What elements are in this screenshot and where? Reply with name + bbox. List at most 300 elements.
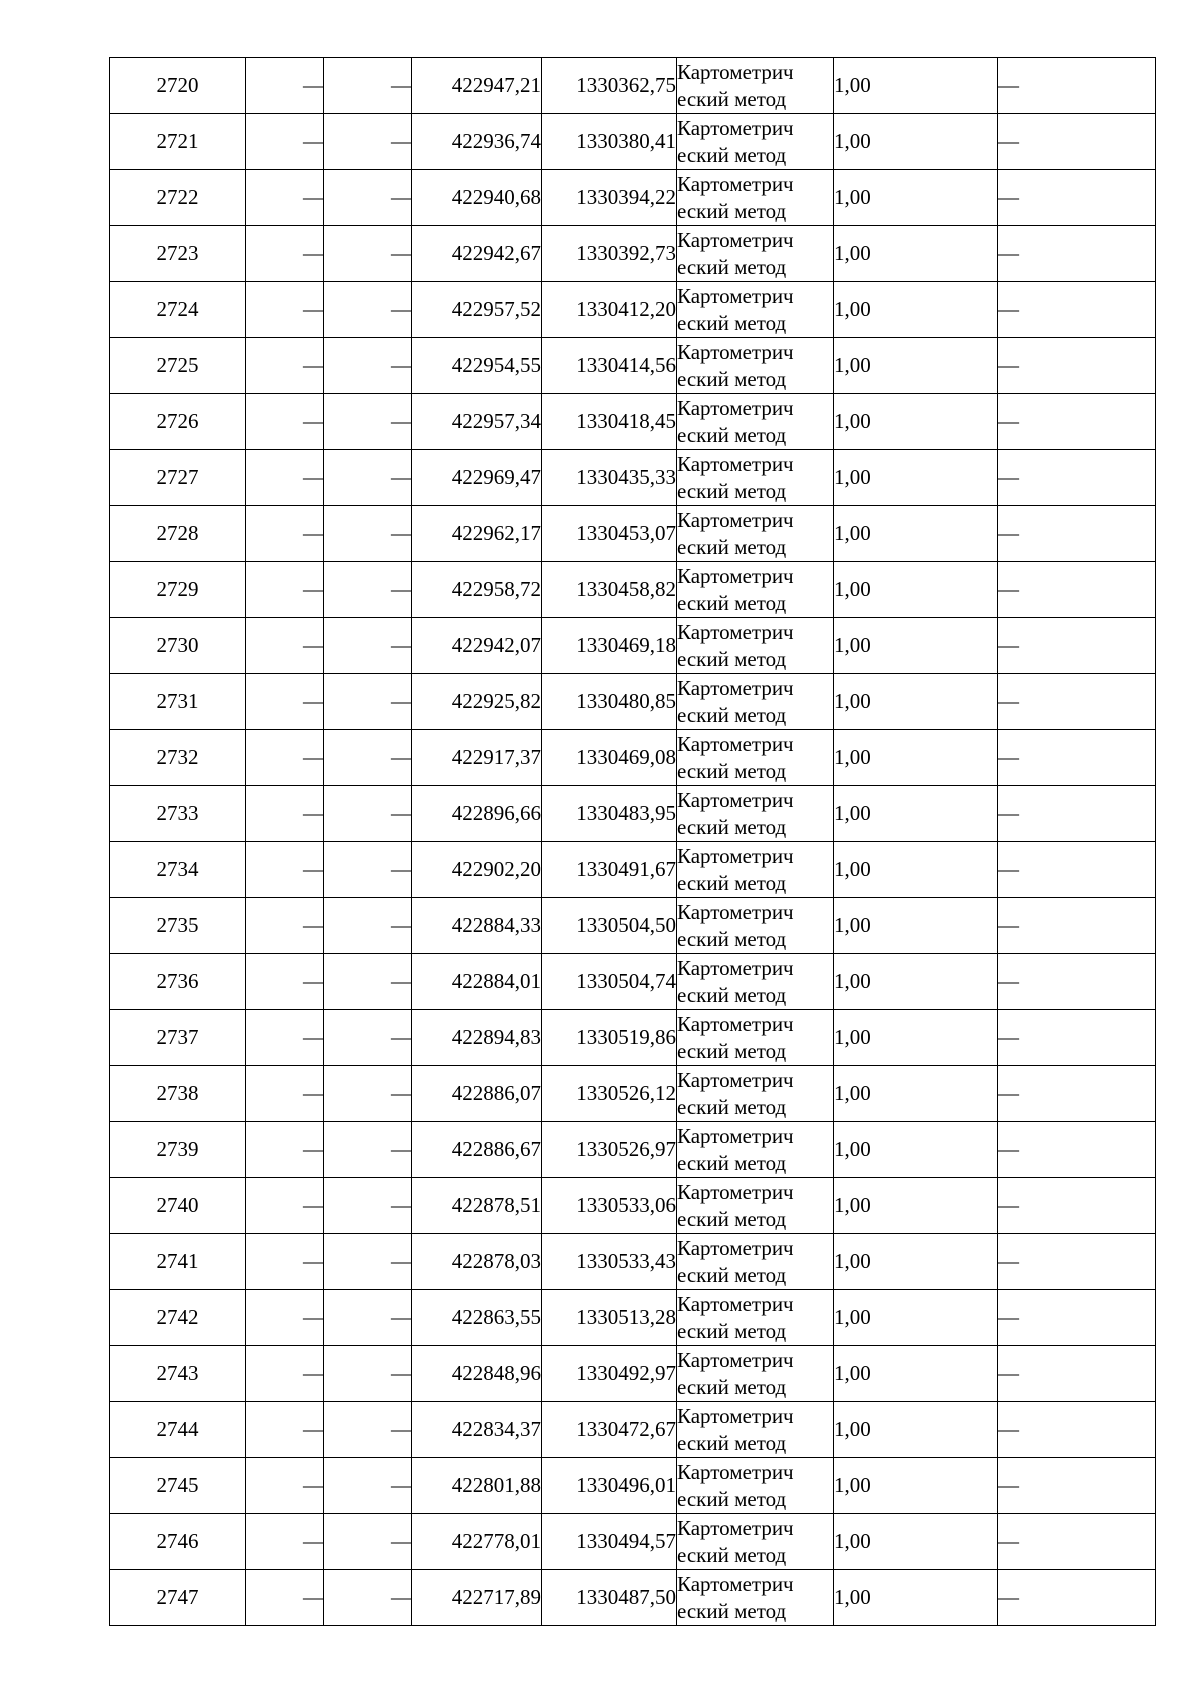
empty-old-y: — (324, 170, 412, 226)
empty-old-x: — (246, 842, 324, 898)
coord-y: 1330480,85 (542, 674, 677, 730)
empty-old-y: — (324, 1570, 412, 1626)
method-line-1: Картометрич (677, 171, 794, 196)
empty-description: — (998, 1290, 1156, 1346)
method-cell (677, 450, 834, 506)
point-number: 2724 (110, 282, 246, 338)
empty-old-y: — (324, 674, 412, 730)
empty-description: — (998, 1122, 1156, 1178)
empty-old-x: — (246, 1010, 324, 1066)
coord-y: 1330380,41 (542, 114, 677, 170)
table-row (110, 842, 1156, 898)
method-cell (677, 1010, 834, 1066)
empty-old-x: — (246, 1570, 324, 1626)
point-number: 2738 (110, 1066, 246, 1122)
accuracy: 1,00 (834, 1346, 998, 1402)
method-line-2: еский метод (677, 1486, 787, 1511)
coord-x: 422848,96 (412, 1346, 542, 1402)
method-line-1: Картометрич (677, 1571, 794, 1596)
method-line-2: еский метод (677, 1542, 787, 1567)
method-cell (677, 338, 834, 394)
coord-x: 422917,37 (412, 730, 542, 786)
coord-x: 422834,37 (412, 1402, 542, 1458)
empty-description: — (998, 1570, 1156, 1626)
point-number: 2735 (110, 898, 246, 954)
coord-x: 422801,88 (412, 1458, 542, 1514)
method-line-2: еский метод (677, 702, 787, 727)
accuracy: 1,00 (834, 1570, 998, 1626)
empty-old-x: — (246, 114, 324, 170)
empty-old-x: — (246, 674, 324, 730)
empty-old-y: — (324, 1178, 412, 1234)
method-line-2: еский метод (677, 1598, 787, 1623)
method-line-1: Картометрич (677, 1291, 794, 1316)
coord-x: 422884,01 (412, 954, 542, 1010)
point-number: 2733 (110, 786, 246, 842)
coord-y: 1330533,43 (542, 1234, 677, 1290)
empty-old-x: — (246, 338, 324, 394)
coord-x: 422878,51 (412, 1178, 542, 1234)
method-cell (677, 1402, 834, 1458)
method-cell (677, 1178, 834, 1234)
point-number: 2720 (110, 58, 246, 114)
method-line-2: еский метод (677, 86, 787, 111)
table-row (110, 1514, 1156, 1570)
empty-old-x: — (246, 506, 324, 562)
method-line-2: еский метод (677, 1094, 787, 1119)
method-line-1: Картометрич (677, 59, 794, 84)
coord-y: 1330533,06 (542, 1178, 677, 1234)
method-line-1: Картометрич (677, 1067, 794, 1092)
empty-description: — (998, 1458, 1156, 1514)
point-number: 2731 (110, 674, 246, 730)
coord-y: 1330496,01 (542, 1458, 677, 1514)
coord-y: 1330469,08 (542, 730, 677, 786)
empty-description: — (998, 226, 1156, 282)
method-line-1: Картометрич (677, 339, 794, 364)
accuracy: 1,00 (834, 450, 998, 506)
empty-description: — (998, 450, 1156, 506)
method-line-2: еский метод (677, 310, 787, 335)
coord-y: 1330472,67 (542, 1402, 677, 1458)
coord-x: 422896,66 (412, 786, 542, 842)
empty-old-x: — (246, 954, 324, 1010)
accuracy: 1,00 (834, 506, 998, 562)
method-line-1: Картометрич (677, 675, 794, 700)
method-line-2: еский метод (677, 422, 787, 447)
accuracy: 1,00 (834, 898, 998, 954)
accuracy: 1,00 (834, 1010, 998, 1066)
table-row (110, 114, 1156, 170)
method-line-1: Картометрич (677, 955, 794, 980)
method-cell (677, 674, 834, 730)
empty-old-x: — (246, 170, 324, 226)
method-line-2: еский метод (677, 870, 787, 895)
method-cell (677, 618, 834, 674)
point-number: 2737 (110, 1010, 246, 1066)
empty-old-y: — (324, 282, 412, 338)
empty-description: — (998, 1010, 1156, 1066)
table-row (110, 1290, 1156, 1346)
empty-description: — (998, 282, 1156, 338)
method-cell (677, 1346, 834, 1402)
method-line-1: Картометрич (677, 395, 794, 420)
table-row (110, 282, 1156, 338)
table-row (110, 786, 1156, 842)
coord-y: 1330418,45 (542, 394, 677, 450)
empty-old-x: — (246, 1458, 324, 1514)
empty-old-x: — (246, 618, 324, 674)
accuracy: 1,00 (834, 282, 998, 338)
point-number: 2734 (110, 842, 246, 898)
coord-y: 1330526,97 (542, 1122, 677, 1178)
method-line-2: еский метод (677, 198, 787, 223)
method-line-2: еский метод (677, 1150, 787, 1175)
point-number: 2730 (110, 618, 246, 674)
accuracy: 1,00 (834, 842, 998, 898)
point-number: 2745 (110, 1458, 246, 1514)
point-number: 2747 (110, 1570, 246, 1626)
coord-x: 422969,47 (412, 450, 542, 506)
table-row (110, 1402, 1156, 1458)
method-cell (677, 170, 834, 226)
coord-x: 422894,83 (412, 1010, 542, 1066)
method-line-2: еский метод (677, 534, 787, 559)
coord-y: 1330491,67 (542, 842, 677, 898)
table-body (110, 58, 1156, 1626)
accuracy: 1,00 (834, 1234, 998, 1290)
empty-description: — (998, 842, 1156, 898)
empty-old-y: — (324, 226, 412, 282)
method-cell (677, 282, 834, 338)
method-cell (677, 1514, 834, 1570)
table-row (110, 898, 1156, 954)
table-row (110, 226, 1156, 282)
coord-x: 422886,67 (412, 1122, 542, 1178)
accuracy: 1,00 (834, 954, 998, 1010)
method-cell (677, 1570, 834, 1626)
empty-old-y: — (324, 1514, 412, 1570)
coord-x: 422902,20 (412, 842, 542, 898)
method-line-2: еский метод (677, 814, 787, 839)
method-line-2: еский метод (677, 1206, 787, 1231)
empty-old-y: — (324, 954, 412, 1010)
empty-old-x: — (246, 1122, 324, 1178)
accuracy: 1,00 (834, 1458, 998, 1514)
coord-x: 422962,17 (412, 506, 542, 562)
accuracy: 1,00 (834, 1066, 998, 1122)
empty-old-y: — (324, 1402, 412, 1458)
empty-description: — (998, 1178, 1156, 1234)
method-cell (677, 394, 834, 450)
empty-old-y: — (324, 114, 412, 170)
empty-old-y: — (324, 1234, 412, 1290)
coord-x: 422942,07 (412, 618, 542, 674)
point-number: 2744 (110, 1402, 246, 1458)
table-row (110, 506, 1156, 562)
method-line-2: еский метод (677, 926, 787, 951)
empty-old-y: — (324, 730, 412, 786)
point-number: 2725 (110, 338, 246, 394)
table-row (110, 730, 1156, 786)
point-number: 2736 (110, 954, 246, 1010)
accuracy: 1,00 (834, 674, 998, 730)
method-line-1: Картометрич (677, 1347, 794, 1372)
empty-description: — (998, 58, 1156, 114)
empty-old-x: — (246, 1514, 324, 1570)
empty-old-y: — (324, 394, 412, 450)
accuracy: 1,00 (834, 394, 998, 450)
point-number: 2732 (110, 730, 246, 786)
method-line-1: Картометрич (677, 507, 794, 532)
accuracy: 1,00 (834, 1402, 998, 1458)
method-cell (677, 506, 834, 562)
coord-y: 1330526,12 (542, 1066, 677, 1122)
empty-old-x: — (246, 1234, 324, 1290)
empty-description: — (998, 1066, 1156, 1122)
coord-x: 422958,72 (412, 562, 542, 618)
coord-x: 422957,34 (412, 394, 542, 450)
point-number: 2739 (110, 1122, 246, 1178)
method-cell (677, 114, 834, 170)
coord-x: 422957,52 (412, 282, 542, 338)
coord-y: 1330414,56 (542, 338, 677, 394)
method-line-2: еский метод (677, 982, 787, 1007)
method-line-2: еский метод (677, 1038, 787, 1063)
coord-y: 1330362,75 (542, 58, 677, 114)
method-cell (677, 1290, 834, 1346)
method-line-2: еский метод (677, 1262, 787, 1287)
method-cell (677, 954, 834, 1010)
coord-y: 1330513,28 (542, 1290, 677, 1346)
empty-old-x: — (246, 1346, 324, 1402)
table-row (110, 450, 1156, 506)
method-line-1: Картометрич (677, 115, 794, 140)
empty-old-x: — (246, 450, 324, 506)
coord-x: 422878,03 (412, 1234, 542, 1290)
point-number: 2722 (110, 170, 246, 226)
coord-y: 1330458,82 (542, 562, 677, 618)
table-row (110, 338, 1156, 394)
empty-old-x: — (246, 898, 324, 954)
coord-y: 1330469,18 (542, 618, 677, 674)
coord-y: 1330487,50 (542, 1570, 677, 1626)
accuracy: 1,00 (834, 562, 998, 618)
table-row (110, 1570, 1156, 1626)
method-line-1: Картометрич (677, 283, 794, 308)
method-line-1: Картометрич (677, 731, 794, 756)
table-row (110, 1234, 1156, 1290)
accuracy: 1,00 (834, 170, 998, 226)
empty-old-y: — (324, 1346, 412, 1402)
table-row (110, 1122, 1156, 1178)
empty-old-y: — (324, 842, 412, 898)
table-row (110, 674, 1156, 730)
method-cell (677, 58, 834, 114)
empty-old-x: — (246, 226, 324, 282)
method-line-2: еский метод (677, 254, 787, 279)
empty-old-x: — (246, 786, 324, 842)
coord-y: 1330412,20 (542, 282, 677, 338)
method-cell (677, 1122, 834, 1178)
accuracy: 1,00 (834, 786, 998, 842)
method-line-1: Картометрич (677, 1235, 794, 1260)
accuracy: 1,00 (834, 226, 998, 282)
coord-x: 422717,89 (412, 1570, 542, 1626)
point-number: 2743 (110, 1346, 246, 1402)
table-row (110, 58, 1156, 114)
coord-y: 1330483,95 (542, 786, 677, 842)
method-cell (677, 1234, 834, 1290)
table-row (110, 562, 1156, 618)
point-number: 2740 (110, 1178, 246, 1234)
coord-y: 1330394,22 (542, 170, 677, 226)
point-number: 2742 (110, 1290, 246, 1346)
method-line-1: Картометрич (677, 1459, 794, 1484)
coord-x: 422936,74 (412, 114, 542, 170)
point-number: 2728 (110, 506, 246, 562)
coord-y: 1330435,33 (542, 450, 677, 506)
method-line-2: еский метод (677, 590, 787, 615)
method-line-2: еский метод (677, 1430, 787, 1455)
empty-old-y: — (324, 58, 412, 114)
empty-old-y: — (324, 506, 412, 562)
table-row (110, 954, 1156, 1010)
empty-old-y: — (324, 450, 412, 506)
table-row (110, 170, 1156, 226)
coord-y: 1330453,07 (542, 506, 677, 562)
coord-x: 422954,55 (412, 338, 542, 394)
empty-old-x: — (246, 394, 324, 450)
method-line-1: Картометрич (677, 1123, 794, 1148)
method-line-1: Картометрич (677, 563, 794, 588)
coord-x: 422863,55 (412, 1290, 542, 1346)
method-line-1: Картометрич (677, 1179, 794, 1204)
empty-description: — (998, 114, 1156, 170)
method-cell (677, 730, 834, 786)
coord-x: 422942,67 (412, 226, 542, 282)
method-line-2: еский метод (677, 1318, 787, 1343)
coord-x: 422940,68 (412, 170, 542, 226)
empty-old-x: — (246, 730, 324, 786)
point-number: 2723 (110, 226, 246, 282)
method-line-2: еский метод (677, 142, 787, 167)
empty-description: — (998, 562, 1156, 618)
method-line-2: еский метод (677, 366, 787, 391)
empty-description: — (998, 786, 1156, 842)
coord-x: 422925,82 (412, 674, 542, 730)
method-line-1: Картометрич (677, 451, 794, 476)
empty-old-x: — (246, 562, 324, 618)
empty-description: — (998, 1346, 1156, 1402)
method-line-2: еский метод (677, 758, 787, 783)
coord-x: 422886,07 (412, 1066, 542, 1122)
accuracy: 1,00 (834, 58, 998, 114)
method-line-1: Картометрич (677, 227, 794, 252)
empty-description: — (998, 1514, 1156, 1570)
method-cell (677, 898, 834, 954)
empty-old-x: — (246, 1402, 324, 1458)
method-cell (677, 842, 834, 898)
method-line-1: Картометрич (677, 843, 794, 868)
empty-description: — (998, 898, 1156, 954)
coord-y: 1330494,57 (542, 1514, 677, 1570)
empty-old-x: — (246, 1066, 324, 1122)
method-cell (677, 1066, 834, 1122)
empty-description: — (998, 1402, 1156, 1458)
coord-x: 422884,33 (412, 898, 542, 954)
point-number: 2726 (110, 394, 246, 450)
table-row (110, 618, 1156, 674)
coord-x: 422947,21 (412, 58, 542, 114)
coord-x: 422778,01 (412, 1514, 542, 1570)
coord-y: 1330504,74 (542, 954, 677, 1010)
empty-old-x: — (246, 1178, 324, 1234)
empty-description: — (998, 730, 1156, 786)
empty-old-x: — (246, 1290, 324, 1346)
accuracy: 1,00 (834, 618, 998, 674)
method-line-1: Картометрич (677, 1515, 794, 1540)
table-row (110, 1178, 1156, 1234)
table-row (110, 1458, 1156, 1514)
method-line-1: Картометрич (677, 619, 794, 644)
empty-old-y: — (324, 618, 412, 674)
empty-description: — (998, 338, 1156, 394)
accuracy: 1,00 (834, 1290, 998, 1346)
accuracy: 1,00 (834, 338, 998, 394)
coord-y: 1330519,86 (542, 1010, 677, 1066)
method-line-2: еский метод (677, 646, 787, 671)
point-number: 2741 (110, 1234, 246, 1290)
method-line-1: Картометрич (677, 1403, 794, 1428)
empty-description: — (998, 954, 1156, 1010)
method-cell (677, 562, 834, 618)
empty-old-y: — (324, 1458, 412, 1514)
method-cell (677, 1458, 834, 1514)
empty-old-y: — (324, 1290, 412, 1346)
accuracy: 1,00 (834, 730, 998, 786)
point-number: 2727 (110, 450, 246, 506)
coord-y: 1330504,50 (542, 898, 677, 954)
accuracy: 1,00 (834, 1178, 998, 1234)
empty-old-y: — (324, 898, 412, 954)
empty-old-y: — (324, 1122, 412, 1178)
point-number: 2746 (110, 1514, 246, 1570)
method-cell (677, 226, 834, 282)
table-row (110, 1010, 1156, 1066)
empty-old-x: — (246, 58, 324, 114)
empty-old-y: — (324, 562, 412, 618)
point-number: 2721 (110, 114, 246, 170)
empty-old-y: — (324, 786, 412, 842)
coord-y: 1330392,73 (542, 226, 677, 282)
empty-description: — (998, 394, 1156, 450)
empty-description: — (998, 674, 1156, 730)
accuracy: 1,00 (834, 1122, 998, 1178)
empty-old-y: — (324, 1010, 412, 1066)
empty-description: — (998, 1234, 1156, 1290)
method-line-2: еский метод (677, 1374, 787, 1399)
empty-description: — (998, 170, 1156, 226)
accuracy: 1,00 (834, 114, 998, 170)
coord-y: 1330492,97 (542, 1346, 677, 1402)
coordinates-table (109, 57, 1156, 1626)
table-row (110, 1066, 1156, 1122)
method-line-1: Картометрич (677, 1011, 794, 1036)
point-number: 2729 (110, 562, 246, 618)
method-line-1: Картометрич (677, 787, 794, 812)
table-row (110, 1346, 1156, 1402)
